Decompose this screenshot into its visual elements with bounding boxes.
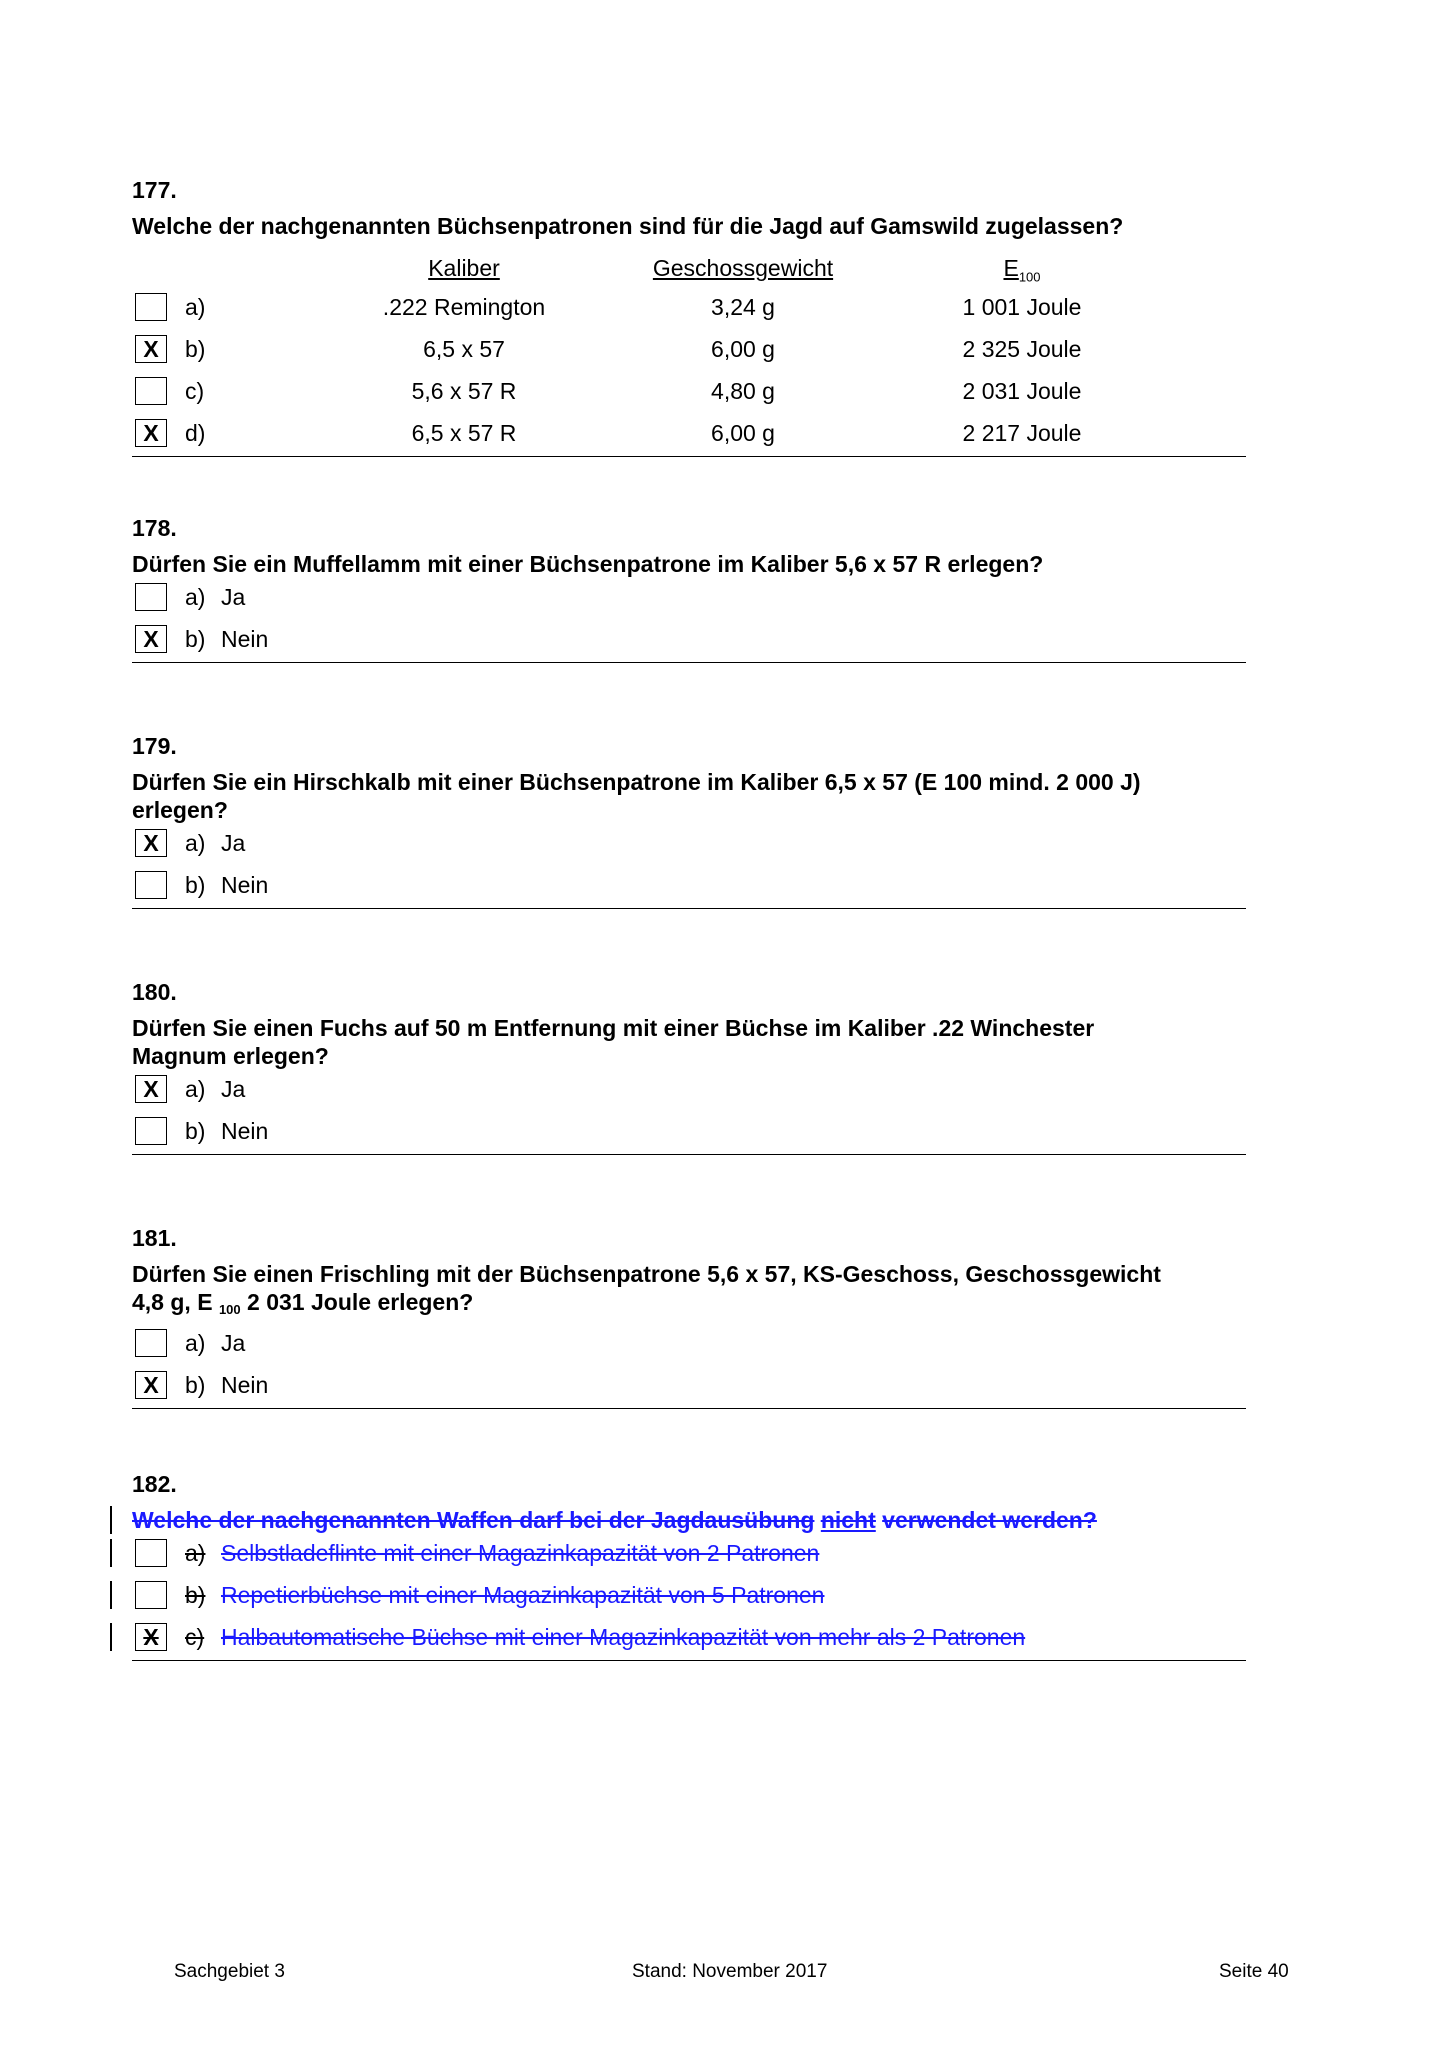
- option-letter: c): [185, 378, 205, 404]
- checkbox[interactable]: [135, 377, 167, 405]
- cell-gewicht: 6,00 g: [711, 420, 775, 446]
- question-text-line: erlegen?: [132, 797, 228, 823]
- option-text: Ja: [221, 584, 246, 610]
- option-letter: d): [185, 420, 206, 446]
- answer-option: [132, 1366, 1246, 1408]
- question-181: [132, 1224, 1246, 1409]
- question-number: 182.: [132, 1471, 177, 1497]
- option-letter: b): [185, 626, 206, 652]
- option-letter: a): [185, 830, 206, 856]
- question-text: [132, 768, 1246, 824]
- option-letter: a): [185, 1330, 206, 1356]
- checkbox[interactable]: X: [135, 335, 167, 363]
- question-number: 181.: [132, 1225, 177, 1251]
- cell-kaliber: 6,5 x 57: [423, 336, 505, 362]
- checkbox[interactable]: [135, 1329, 167, 1357]
- question-text-line: 4,8 g, E 100 2 031 Joule erlegen?: [132, 1289, 474, 1317]
- checkbox[interactable]: X: [135, 829, 167, 857]
- checkbox[interactable]: X: [135, 625, 167, 653]
- answer-option: [132, 824, 1246, 866]
- header-geschossgewicht: Geschossgewicht: [652, 255, 834, 281]
- checkbox[interactable]: [135, 1539, 167, 1567]
- question-text: Welche der nachgenannten Büchsenpatronen sind für die Jagd auf Gamswild zugelassen?: [132, 213, 1124, 239]
- option-text: Ja: [221, 830, 246, 856]
- cell-kaliber: .222 Remington: [382, 294, 546, 320]
- header-energy: $E_{100}$: [1003, 255, 1041, 285]
- table-row: [132, 330, 1246, 372]
- footer-date: Stand: November 2017: [632, 1961, 828, 1982]
- question-number: 179.: [132, 733, 177, 759]
- option-letter: b): [185, 1118, 206, 1144]
- footer-page-number: Seite 40: [1219, 1961, 1289, 1982]
- checkbox[interactable]: X: [135, 1623, 167, 1651]
- option-letter: b): [185, 336, 206, 362]
- answer-option: [132, 578, 1246, 620]
- cell-energy: 2 325 Joule: [962, 336, 1082, 362]
- checkbox[interactable]: [135, 293, 167, 321]
- cell-gewicht: 3,24 g: [711, 294, 775, 320]
- checkbox[interactable]: X: [135, 1371, 167, 1399]
- question-text-line: Dürfen Sie einen Frischling mit der Büchsenpatrone 5,6 x 57, KS-Geschoss, Geschossgewicht: [132, 1261, 1161, 1287]
- cell-energy: 2 217 Joule: [962, 420, 1082, 446]
- cell-energy: 2 031 Joule: [962, 378, 1082, 404]
- cell-energy: 1 001 Joule: [962, 294, 1082, 320]
- question-text-line: Magnum erlegen?: [132, 1043, 329, 1069]
- table-row: [132, 414, 1246, 456]
- answer-option: [132, 620, 1246, 662]
- option-letter: a): [185, 294, 206, 320]
- checkbox[interactable]: X: [135, 1075, 167, 1103]
- answer-option: [132, 1576, 1246, 1618]
- cell-kaliber: 5,6 x 57 R: [411, 378, 517, 404]
- option-text: Nein: [221, 626, 269, 652]
- footer-section: Sachgebiet 3: [174, 1961, 285, 1982]
- cell-kaliber: 6,5 x 57 R: [411, 420, 517, 446]
- question-text-line: Dürfen Sie ein Hirschkalb mit einer Büchsenpatrone im Kaliber 6,5 x 57 (E 100 mind. 2 000 J): [132, 769, 1141, 795]
- answer-option: [132, 1618, 1246, 1660]
- change-bar: [110, 1506, 112, 1534]
- option-letter: c): [185, 1624, 205, 1650]
- question-text: Welche der nachgenannten Waffen darf bei der Jagdausübung nicht verwendet werden?: [132, 1506, 1246, 1534]
- question-text: [132, 1014, 1246, 1070]
- option-letter: b): [185, 1582, 206, 1608]
- option-text: Ja: [221, 1330, 246, 1356]
- option-letter: a): [185, 1540, 206, 1566]
- checkbox[interactable]: [135, 1581, 167, 1609]
- option-letter: a): [185, 584, 206, 610]
- answer-option: [132, 866, 1246, 908]
- option-letter: a): [185, 1076, 206, 1102]
- option-text: Repetierbüchse mit einer Magazinkapazität von 5 Patronen: [221, 1582, 825, 1608]
- question-text: [132, 1260, 1246, 1324]
- option-letter: b): [185, 872, 206, 898]
- answer-option: [132, 1534, 1246, 1576]
- question-179: [132, 732, 1246, 909]
- checkbox[interactable]: [135, 871, 167, 899]
- cell-gewicht: 4,80 g: [711, 378, 775, 404]
- question-178: [132, 514, 1246, 663]
- answer-option: [132, 1324, 1246, 1366]
- option-text: Nein: [221, 1118, 269, 1144]
- option-text: Ja: [221, 1076, 246, 1102]
- answer-option: [132, 1112, 1246, 1154]
- option-letter: b): [185, 1372, 206, 1398]
- change-bar: [110, 1581, 112, 1609]
- checkbox[interactable]: X: [135, 419, 167, 447]
- question-number: 177.: [132, 177, 177, 203]
- question-number: 178.: [132, 515, 177, 541]
- question-number: 180.: [132, 979, 177, 1005]
- option-text: Halbautomatische Büchse mit einer Magazinkapazität von mehr als 2 Patronen: [221, 1624, 1026, 1650]
- question-text: Dürfen Sie ein Muffellamm mit einer Büchsenpatrone im Kaliber 5,6 x 57 R erlegen?: [132, 551, 1044, 577]
- question-180: [132, 978, 1246, 1155]
- header-kaliber: Kaliber: [428, 255, 500, 281]
- table-row: [132, 372, 1246, 414]
- question-text-line: Dürfen Sie einen Fuchs auf 50 m Entfernung mit einer Büchse im Kaliber .22 Winchester: [132, 1015, 1095, 1041]
- checkbox[interactable]: [135, 583, 167, 611]
- change-bar: [110, 1623, 112, 1651]
- table-row: [132, 288, 1246, 330]
- question-182: [132, 1470, 1246, 1661]
- change-bar: [110, 1539, 112, 1567]
- cell-gewicht: 6,00 g: [711, 336, 775, 362]
- checkbox[interactable]: [135, 1117, 167, 1145]
- option-text: Selbstladeflinte mit einer Magazinkapazität von 2 Patronen: [221, 1540, 820, 1566]
- question-177: [132, 176, 1246, 457]
- option-text: Nein: [221, 1372, 269, 1398]
- table-header: [132, 248, 1246, 288]
- answer-option: [132, 1070, 1246, 1112]
- option-text: Nein: [221, 872, 269, 898]
